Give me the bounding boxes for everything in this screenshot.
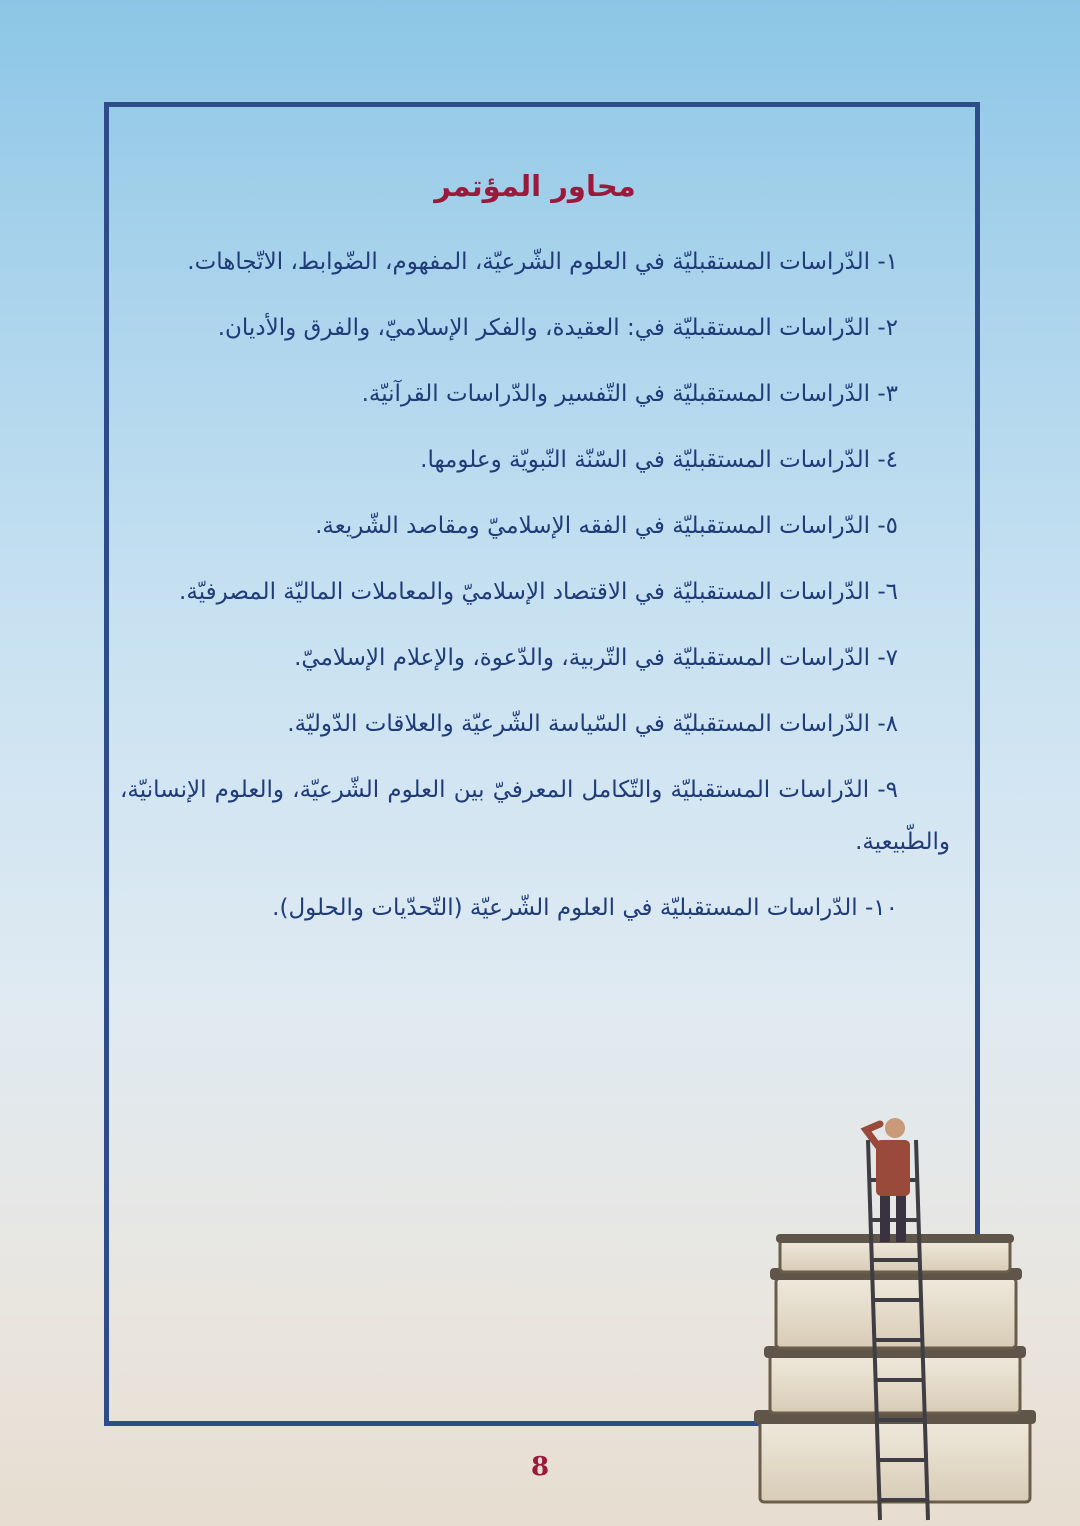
axis-item-5: ٥- الدّراسات المستقبليّة في الفقه الإسلاميّ ومقاصد الشّريعة. <box>315 512 898 539</box>
page-number: 8 <box>530 1452 550 1482</box>
axis-item-7: ٧- الدّراسات المستقبليّة في التّربية، والدّعوة، والإعلام الإسلاميّ. <box>294 644 898 671</box>
axis-item-1: ١- الدّراسات المستقبليّة في العلوم الشّرعيّة، المفهوم، الضّوابط، الاتّجاهات. <box>187 248 898 275</box>
axis-item-10: ١٠- الدّراسات المستقبليّة في العلوم الشّرعيّة (التّحدّيات والحلول). <box>272 894 898 921</box>
axis-item-4: ٤- الدّراسات المستقبليّة في السّنّة النّبويّة وعلومها. <box>420 446 898 473</box>
page-title: محاور المؤتمر <box>434 169 636 203</box>
axis-item-9: ٩- الدّراسات المستقبليّة والتّكامل المعرفيّ بين العلوم الشّرعيّة، والعلوم الإنسانيّة، والطّبيعية. <box>120 776 950 855</box>
axis-item-8: ٨- الدّراسات المستقبليّة في السّياسة الشّرعيّة والعلاقات الدّوليّة. <box>287 710 898 737</box>
conference-axes-section <box>120 150 950 948</box>
axis-item-3: ٣- الدّراسات المستقبليّة في التّفسير والدّراسات القرآنيّة. <box>361 380 898 407</box>
axis-item-2: ٢- الدّراسات المستقبليّة في: العقيدة، والفكر الإسلاميّ، والفرق والأديان. <box>217 314 898 341</box>
axes-list <box>120 236 950 934</box>
axis-item-6: ٦- الدّراسات المستقبليّة في الاقتصاد الإسلاميّ والمعاملات الماليّة المصرفيّة. <box>179 578 898 605</box>
